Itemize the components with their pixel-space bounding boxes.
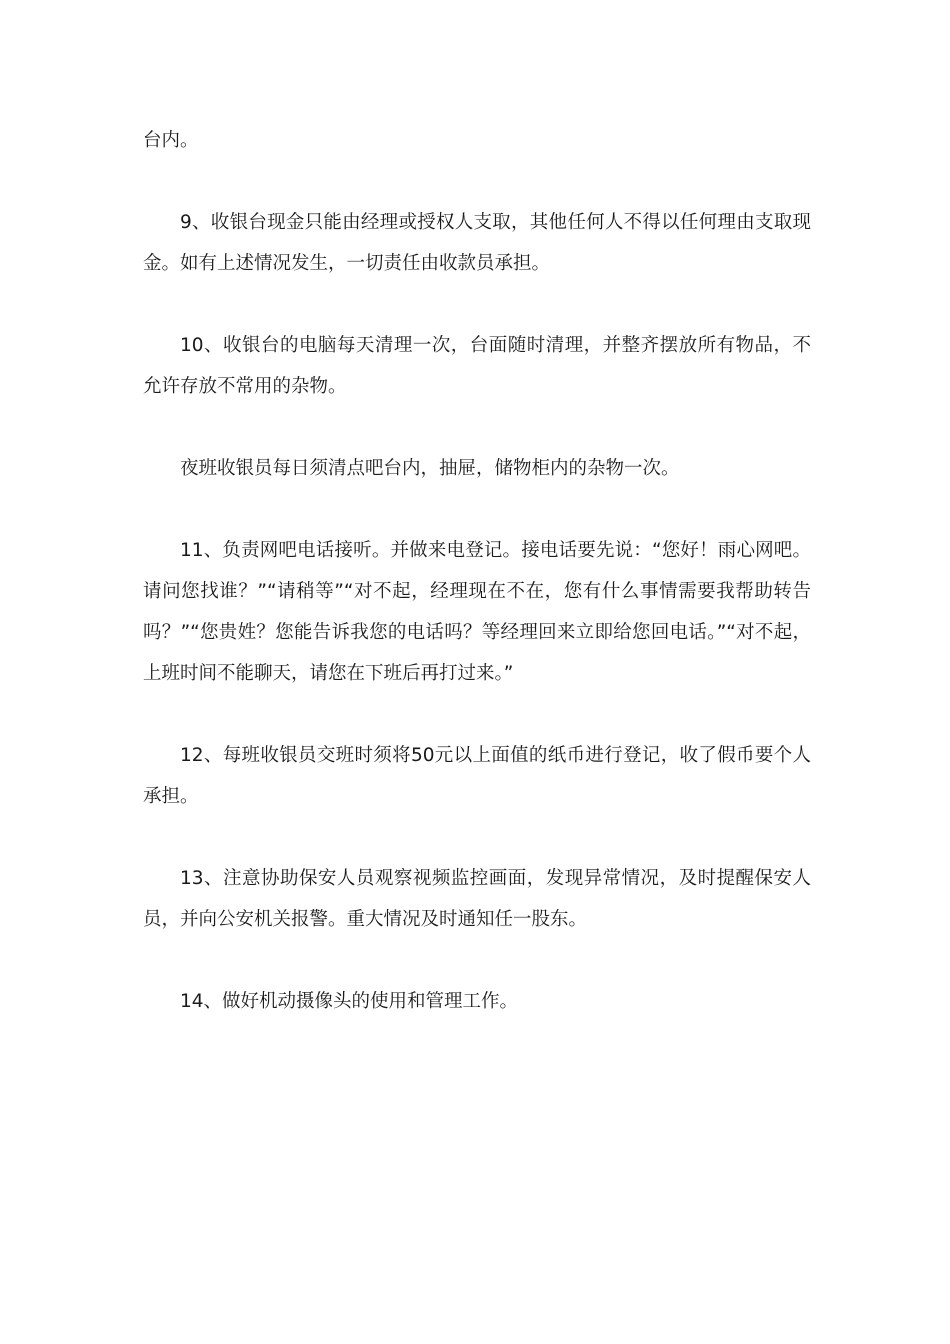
paragraph-item-10: 10、收银台的电脑每天清理一次，台面随时清理，并整齐摆放所有物品，不允许存放不常用的杂物。 bbox=[143, 335, 811, 397]
paragraph-item-9: 9、收银台现金只能由经理或授权人支取，其他任何人不得以任何理由支取现金。如有上述情况发生，一切责任由收款员承担。 bbox=[143, 212, 811, 274]
paragraph-item-14: 14、做好机动摄像头的使用和管理工作。 bbox=[180, 991, 519, 1012]
paragraph-item-12: 12、每班收银员交班时须将50元以上面值的纸币进行登记，收了假币要个人承担。 bbox=[143, 745, 811, 807]
paragraph-night-shift: 夜班收银员每日须清点吧台内，抽屉，储物柜内的杂物一次。 bbox=[180, 458, 680, 479]
paragraph-continuation: 台内。 bbox=[143, 130, 199, 151]
paragraph-item-11: 11、负责网吧电话接听。并做来电登记。接电话要先说：“您好！雨心网吧。请问您找谁？”“请稍等”“对不起，经理现在不在，您有什么事情需要我帮助转告吗？”“您贵姓？您能告诉我您的电话吗？等经理回来立即给您回电话。”“对不起，上班时间不能聊天，请您在下班后再打过来。” bbox=[143, 540, 811, 684]
document-body bbox=[143, 120, 811, 1063]
paragraph-item-13: 13、注意协助保安人员观察视频监控画面，发现异常情况，及时提醒保安人员，并向公安机关报警。重大情况及时通知任一股东。 bbox=[143, 868, 811, 930]
